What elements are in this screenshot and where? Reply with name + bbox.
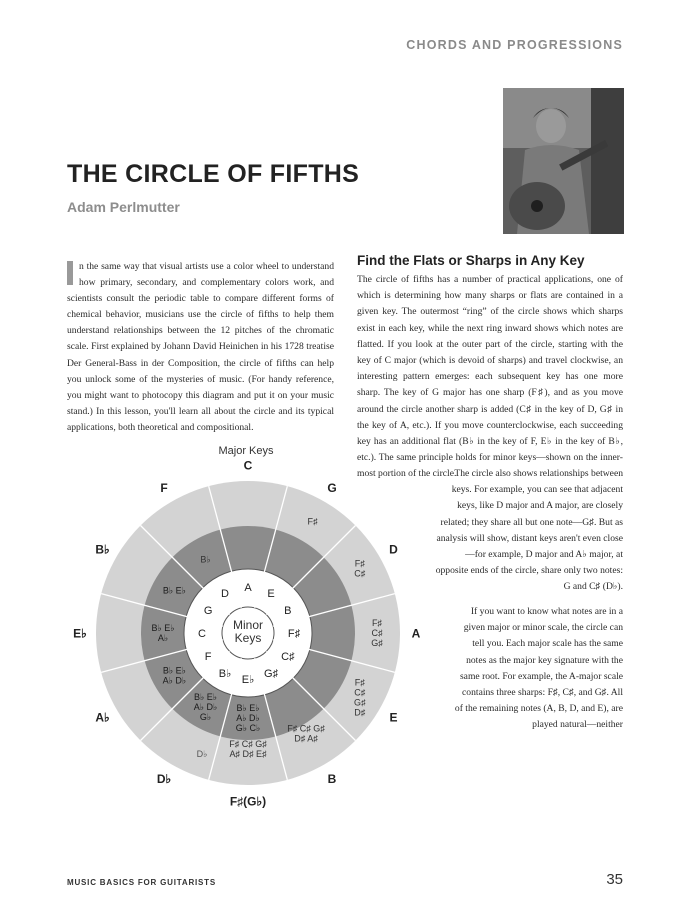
sharp-note-label: A♯ D♯ E♯ xyxy=(229,749,267,760)
major-key-label: F♯(G♭) xyxy=(229,794,267,809)
minor-key-label: F xyxy=(204,651,212,663)
sharp-note-label: F♯ xyxy=(354,677,365,688)
sharp-note-label: G♯ xyxy=(371,638,383,649)
author-photo xyxy=(503,88,624,234)
minor-key-label: E xyxy=(267,588,275,601)
minor-keys-label-line2: Keys xyxy=(234,631,262,645)
sharp-note-label: C♯ xyxy=(354,687,366,698)
minor-key-label: D xyxy=(221,588,229,601)
photo-illustration xyxy=(503,88,624,234)
minor-key-label: C xyxy=(198,628,206,640)
sharp-note-label: C♯ xyxy=(371,628,383,639)
flat-note-label: B♭ E♭ xyxy=(236,703,260,714)
intro-paragraph xyxy=(67,259,334,436)
major-key-label: A♭ xyxy=(95,710,110,725)
paragraph-relationships: The circle also shows relationships between keys. For example, you can see that adjacent keys, like D major and A major, are closely related; they share all but one note—G♯. But as analysis will show, distant keys aren't even close—for example, D major and A♭ major, at opposite ends of the circle, share only two notes: G and C♯ (D♭). xyxy=(435,468,623,593)
major-key-label: G xyxy=(327,481,337,496)
flat-note-label: A♭ D♭ xyxy=(236,713,260,724)
major-key-label: B xyxy=(327,771,337,786)
major-key-label: D xyxy=(389,542,398,557)
flat-note-label: B♭ E♭ xyxy=(162,665,186,676)
sharp-note-label: C♯ xyxy=(354,568,366,579)
flat-note-label: B♭ xyxy=(200,554,211,565)
section-heading: Find the Flats or Sharps in Any Key xyxy=(357,253,585,268)
sharp-note-label: F♯ xyxy=(354,558,365,569)
minor-key-label: G♯ xyxy=(263,667,279,680)
flat-note-label: A♭ D♭ xyxy=(193,701,218,712)
circle-of-fifths-diagram xyxy=(36,440,456,820)
section-paragraph: The circle of fifths has a number of practical applications, one of which is determining how many sharps or flats are contained in a given key. The outermost “ring” of the circle shows which sharps exist in each key, while the next ring inward shows which notes are flatted. If you look at the outer part of the circle, starting with the key of C major (which is devoid of sharps) and travel clockwise, an interesting pattern emerges: each subsequent key has one more sharp. The key of G major has one sharp (F♯), and as you move around the circle another sharp is added (C♯ in the key of D, G♯ in the key of A, etc.). If you move counterclockwise, each succeeding key has an additional flat (B♭ in the key of F, E♭ in the key of B♭, etc.). The same principle holds for minor keys—shown on the inner-most portion of the circle. xyxy=(357,274,623,480)
major-key-label: E xyxy=(389,710,398,725)
running-header: CHORDS AND PROGRESSIONS xyxy=(406,38,623,52)
major-key-label: F xyxy=(160,481,168,496)
flat-note-label: B♭ E♭ xyxy=(194,691,217,702)
minor-key-label: B xyxy=(284,605,292,617)
footer-book-title: MUSIC BASICS FOR GUITARISTS xyxy=(67,878,217,887)
sharp-note-label: G♯ xyxy=(353,697,366,708)
article-author: Adam Perlmutter xyxy=(67,199,180,215)
flat-note-label: G♭ C♭ xyxy=(235,723,261,734)
minor-key-label: E♭ xyxy=(241,674,255,686)
flat-note-label: B♭ E♭ xyxy=(162,585,186,596)
drop-cap xyxy=(67,261,73,285)
article-title: THE CIRCLE OF FIFTHS xyxy=(67,160,360,188)
major-key-label: D♭ xyxy=(156,771,172,786)
major-key-label: E♭ xyxy=(73,626,87,641)
sharp-note-label: D♯ A♯ xyxy=(294,733,318,744)
sharp-note-label: F♯ xyxy=(307,516,318,527)
flat-note-label: A♭ D♭ xyxy=(162,675,187,686)
minor-key-label: G xyxy=(203,605,213,617)
sharp-note-label: F♯ xyxy=(372,618,382,629)
sharp-note-label: F♯ C♯ G♯ xyxy=(229,739,267,750)
sharp-note-label: F♯ C♯ G♯ xyxy=(287,723,325,734)
minor-keys-label-line1: Minor xyxy=(232,618,264,632)
flat-note-label: B♭ E♭ xyxy=(151,623,175,634)
outer-flat-label: D♭ xyxy=(196,749,208,760)
major-keys-label: Major Keys xyxy=(218,445,274,457)
paragraph-scales: If you want to know what notes are in a given major or minor scale, the circle can tell you. Each major scale has the same notes as the major key signature with the same root. For example, the A-major scale contains three sharps: F♯, C♯, and G♯. All of the remaining notes (A, B, D, and E), are played natural—neither xyxy=(454,606,623,731)
flat-note-label: G♭ xyxy=(199,711,212,722)
flat-note-label: A♭ xyxy=(157,633,169,644)
minor-key-label: F♯ xyxy=(287,628,301,640)
sharp-note-label: D♯ xyxy=(354,707,366,718)
page-number: 35 xyxy=(606,871,623,888)
major-key-label: C xyxy=(243,458,253,473)
minor-key-label: C♯ xyxy=(281,651,295,663)
minor-key-label: B♭ xyxy=(218,667,232,680)
intro-text: n the same way that visual artists use a color wheel to understand how primary, secondary, and complementary colors work, and scientists consult the periodic table to compare different forms of chemical behavior, musicians use the circle of fifths to help them understand relationships between the 12 pitches of the chromatic scale. First explained by Johann David Heinichen in his 1728 treatise Der General-Bass in der Composition, the circle of fifths can help you unlock some of the mysteries of music. (For handy reference, you might want to photocopy this diagram and put it on your music stand.) In this lesson, you'll learn all about the circle and its typical applications, both theoretical and compositional. xyxy=(67,261,334,433)
major-key-label: A xyxy=(411,626,421,641)
minor-key-label: A xyxy=(244,582,252,594)
major-key-label: B♭ xyxy=(95,542,110,557)
